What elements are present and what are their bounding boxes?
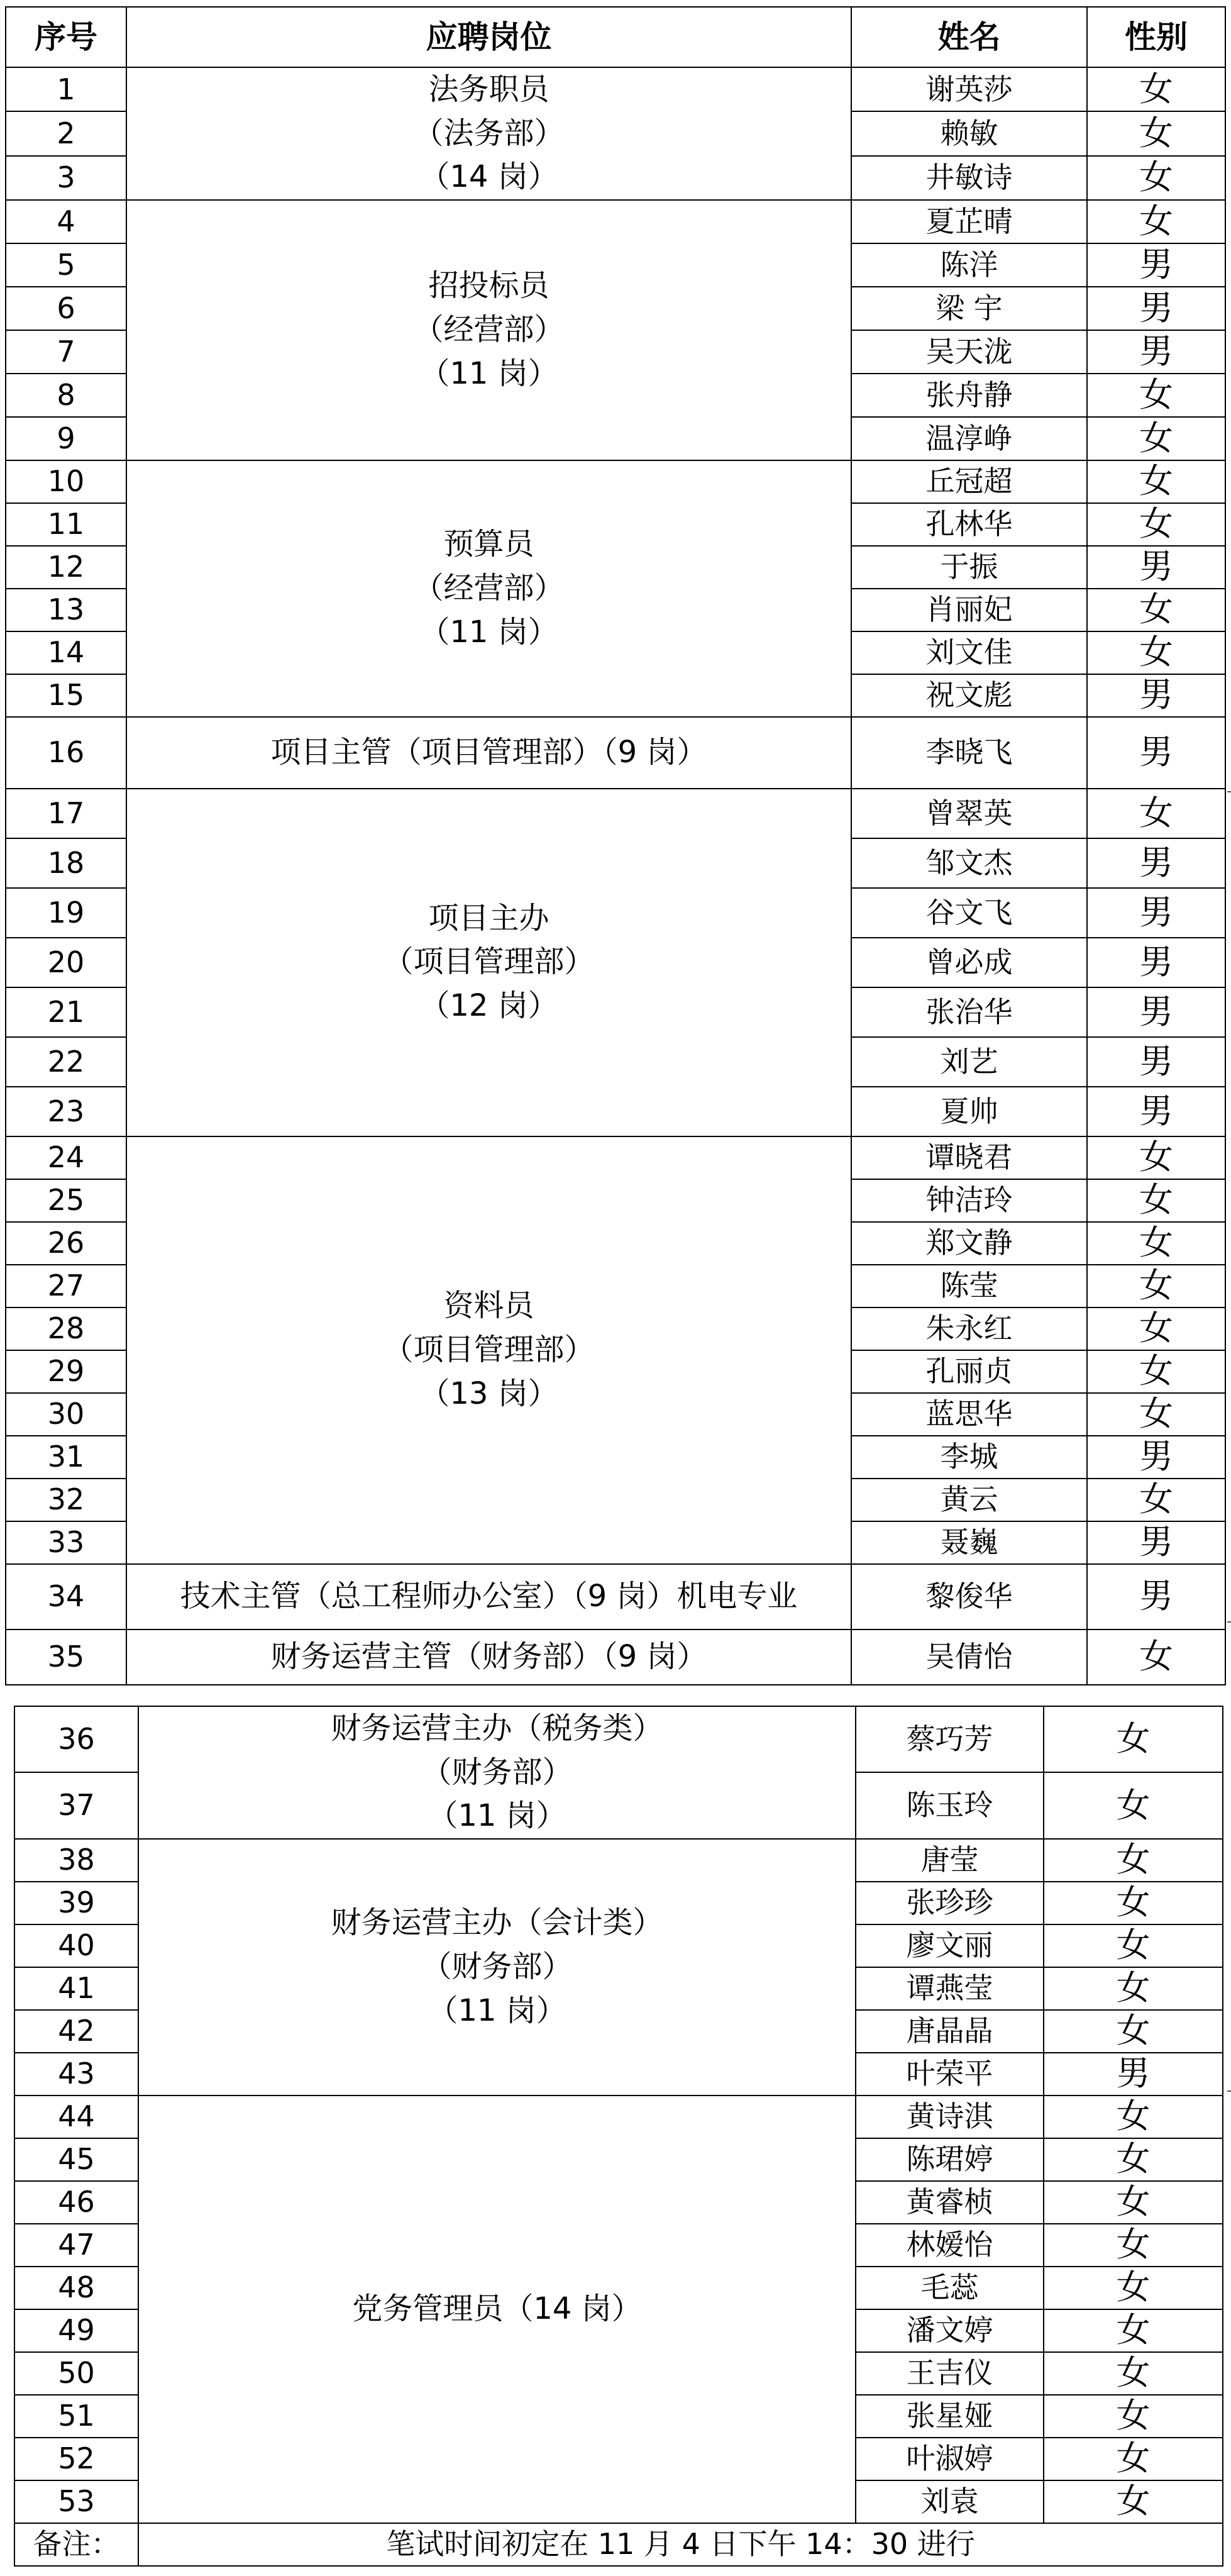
- candidate-gender: 女: [1087, 503, 1225, 546]
- row-number: 1: [6, 67, 126, 111]
- candidate-gender: 男: [1087, 938, 1225, 987]
- candidate-name: 林嫒怡: [856, 2224, 1044, 2267]
- candidate-name: 井敏诗: [851, 156, 1087, 200]
- candidate-gender: 女: [1044, 2181, 1223, 2224]
- header-number: 序号: [6, 7, 126, 67]
- candidate-gender: 男: [1087, 717, 1225, 789]
- row-number: 11: [6, 503, 126, 546]
- row-number: 37: [14, 1772, 138, 1838]
- candidate-name: 夏帅: [851, 1087, 1087, 1136]
- candidate-name: 谭晓君: [851, 1136, 1087, 1179]
- candidate-gender: 男: [1087, 1521, 1225, 1564]
- candidate-gender: 男: [1087, 987, 1225, 1037]
- position-cell: [126, 1564, 851, 1629]
- candidate-gender: 女: [1087, 1629, 1225, 1685]
- position-line: （法务部）: [413, 115, 565, 151]
- candidate-gender: 男: [1087, 888, 1225, 938]
- position-cell: [126, 717, 851, 789]
- row-number: 2: [6, 111, 126, 155]
- candidate-gender: 男: [1087, 1037, 1225, 1087]
- candidate-name: 王吉仪: [856, 2352, 1044, 2395]
- candidate-gender: 女: [1087, 156, 1225, 200]
- row-number: 15: [6, 674, 126, 717]
- candidate-name: 陈珺婷: [856, 2138, 1044, 2181]
- candidate-gender: 女: [1044, 1839, 1223, 1882]
- candidate-gender: 男: [1087, 243, 1225, 287]
- row-number: 38: [14, 1839, 138, 1882]
- table-body: [14, 1706, 1223, 2523]
- candidate-gender: 女: [1087, 789, 1225, 838]
- row-number: 25: [6, 1179, 126, 1222]
- row-number: 26: [6, 1222, 126, 1265]
- candidate-name: 陈洋: [851, 243, 1087, 287]
- position-line: （项目管理部）: [383, 944, 595, 980]
- candidate-name: 曾必成: [851, 938, 1087, 987]
- candidate-name: 刘艺: [851, 1037, 1087, 1087]
- candidate-name: 谭燕莹: [856, 1967, 1044, 2010]
- candidate-name: 刘袁: [856, 2480, 1044, 2523]
- candidate-name: 张舟静: [851, 374, 1087, 417]
- candidate-name: 叶淑婷: [856, 2438, 1044, 2480]
- candidate-gender: 女: [1087, 1307, 1225, 1350]
- candidate-name: 唐晶晶: [856, 2010, 1044, 2053]
- position-line: （11 岗）: [428, 1798, 566, 1834]
- position-line: 项目主管（项目管理部）（9 岗）: [270, 734, 707, 770]
- candidate-name: 朱永红: [851, 1307, 1087, 1350]
- position-line: （11 岗）: [428, 1992, 566, 2028]
- candidate-gender: 男: [1044, 2053, 1223, 2096]
- candidate-gender: 男: [1087, 546, 1225, 589]
- row-number: 44: [14, 2096, 138, 2138]
- candidate-name: 吴倩怡: [851, 1629, 1087, 1685]
- position-line: 党务管理员（14 岗）: [352, 2290, 642, 2326]
- candidate-name: 聂巍: [851, 1521, 1087, 1564]
- candidate-name: 肖丽妃: [851, 589, 1087, 631]
- row-number: 32: [6, 1479, 126, 1521]
- candidate-gender: 女: [1044, 2395, 1223, 2438]
- position-cell: [126, 460, 851, 717]
- position-line: （财务部）: [421, 1948, 573, 1984]
- header-gender: 性别: [1087, 7, 1225, 67]
- table-row: [6, 67, 1225, 111]
- remarks-row: [14, 2523, 1223, 2566]
- position-line: 财务运营主管（财务部）（9 岗）: [270, 1638, 707, 1674]
- position-cell: [126, 1629, 851, 1685]
- row-number: 49: [14, 2309, 138, 2352]
- candidate-gender: 女: [1044, 2438, 1223, 2480]
- candidate-name: 李城: [851, 1436, 1087, 1479]
- page-edge-mark: [1227, 791, 1231, 800]
- candidate-name: 梁 宇: [851, 287, 1087, 330]
- candidate-name: 赖敏: [851, 111, 1087, 155]
- candidate-gender: 女: [1044, 1967, 1223, 2010]
- candidate-gender: 男: [1087, 287, 1225, 330]
- position-line: 财务运营主办（会计类）: [331, 1905, 663, 1941]
- remarks-text: 笔试时间初定在 11 月 4 日下午 14：30 进行: [138, 2523, 1223, 2566]
- row-number: 48: [14, 2267, 138, 2309]
- table-row: [6, 1136, 1225, 1179]
- row-number: 33: [6, 1521, 126, 1564]
- table-row: [6, 1564, 1225, 1629]
- candidate-name: 温淳峥: [851, 417, 1087, 460]
- candidate-gender: 男: [1087, 1436, 1225, 1479]
- candidate-gender: 男: [1087, 1564, 1225, 1629]
- candidate-gender: 女: [1044, 2010, 1223, 2053]
- row-number: 45: [14, 2138, 138, 2181]
- candidate-name: 廖文丽: [856, 1924, 1044, 1967]
- candidate-gender: 女: [1044, 2309, 1223, 2352]
- candidate-gender: 女: [1087, 67, 1225, 111]
- candidate-gender: 女: [1087, 589, 1225, 631]
- table-body: [6, 67, 1225, 1685]
- candidate-name: 吴天泷: [851, 330, 1087, 374]
- row-number: 28: [6, 1307, 126, 1350]
- row-number: 18: [6, 838, 126, 888]
- candidate-name: 毛蕊: [856, 2267, 1044, 2309]
- candidate-gender: 女: [1087, 1479, 1225, 1521]
- table-row: [6, 717, 1225, 789]
- candidate-name: 谢英莎: [851, 67, 1087, 111]
- position-line: 预算员: [443, 526, 534, 562]
- position-line: （项目管理部）: [383, 1331, 595, 1367]
- candidate-name: 张星娅: [856, 2395, 1044, 2438]
- candidate-gender: 男: [1087, 1087, 1225, 1136]
- candidate-name: 蔡巧芳: [856, 1706, 1044, 1772]
- candidate-gender: 女: [1044, 2096, 1223, 2138]
- candidate-name: 于振: [851, 546, 1087, 589]
- row-number: 31: [6, 1436, 126, 1479]
- candidate-name: 刘文佳: [851, 631, 1087, 674]
- candidate-gender: 女: [1087, 631, 1225, 674]
- remarks-label: 备注：: [14, 2523, 138, 2566]
- row-number: 4: [6, 200, 126, 243]
- position-line: （经营部）: [413, 311, 565, 347]
- candidate-gender: 男: [1087, 330, 1225, 374]
- position-cell: [138, 2096, 856, 2523]
- candidate-gender: 女: [1087, 1393, 1225, 1436]
- candidate-name: 叶荣平: [856, 2053, 1044, 2096]
- candidate-name: 夏芷晴: [851, 200, 1087, 243]
- row-number: 47: [14, 2224, 138, 2267]
- candidate-name: 谷文飞: [851, 888, 1087, 938]
- position-cell: [126, 67, 851, 200]
- recruitment-table-part1: [5, 6, 1226, 1685]
- row-number: 19: [6, 888, 126, 938]
- candidate-name: 孔丽贞: [851, 1350, 1087, 1393]
- row-number: 24: [6, 1136, 126, 1179]
- row-number: 39: [14, 1882, 138, 1924]
- candidate-name: 潘文婷: [856, 2309, 1044, 2352]
- candidate-name: 张治华: [851, 987, 1087, 1037]
- row-number: 9: [6, 417, 126, 460]
- candidate-name: 黎俊华: [851, 1564, 1087, 1629]
- row-number: 12: [6, 546, 126, 589]
- row-number: 41: [14, 1967, 138, 2010]
- row-number: 17: [6, 789, 126, 838]
- candidate-name: 陈莹: [851, 1265, 1087, 1307]
- candidate-name: 钟洁玲: [851, 1179, 1087, 1222]
- candidate-gender: 女: [1044, 1882, 1223, 1924]
- position-line: （财务部）: [421, 1754, 573, 1790]
- table-row: [14, 2096, 1223, 2138]
- row-number: 27: [6, 1265, 126, 1307]
- row-number: 6: [6, 287, 126, 330]
- candidate-name: 李晓飞: [851, 717, 1087, 789]
- row-number: 10: [6, 460, 126, 503]
- row-number: 13: [6, 589, 126, 631]
- candidate-name: 蓝思华: [851, 1393, 1087, 1436]
- row-number: 14: [6, 631, 126, 674]
- candidate-name: 陈玉玲: [856, 1772, 1044, 1838]
- row-number: 22: [6, 1037, 126, 1087]
- row-number: 5: [6, 243, 126, 287]
- candidate-gender: 女: [1044, 1706, 1223, 1772]
- row-number: 3: [6, 156, 126, 200]
- position-line: 招投标员: [428, 268, 549, 304]
- position-cell: [138, 1839, 856, 2096]
- page-edge-mark: [1227, 1621, 1231, 1630]
- candidate-gender: 女: [1044, 2138, 1223, 2181]
- position-line: 资料员: [443, 1288, 534, 1324]
- candidate-gender: 女: [1087, 1136, 1225, 1179]
- candidate-gender: 男: [1087, 674, 1225, 717]
- page-edge-mark: [1227, 2090, 1231, 2099]
- table-row: [14, 1839, 1223, 1882]
- candidate-name: 张珍珍: [856, 1882, 1044, 1924]
- candidate-name: 邹文杰: [851, 838, 1087, 888]
- position-cell: [138, 1706, 856, 1839]
- candidate-gender: 女: [1044, 2480, 1223, 2523]
- position-line: （经营部）: [413, 570, 565, 606]
- candidate-gender: 女: [1087, 200, 1225, 243]
- position-line: （11 岗）: [419, 614, 558, 650]
- row-number: 43: [14, 2053, 138, 2096]
- candidate-name: 黄诗淇: [856, 2096, 1044, 2138]
- row-number: 16: [6, 717, 126, 789]
- candidate-gender: 女: [1087, 374, 1225, 417]
- row-number: 42: [14, 2010, 138, 2053]
- candidate-gender: 女: [1044, 2224, 1223, 2267]
- position-line: 项目主办: [428, 900, 549, 936]
- candidate-name: 曾翠英: [851, 789, 1087, 838]
- candidate-gender: 女: [1087, 1265, 1225, 1307]
- table-row: [6, 200, 1225, 243]
- row-number: 30: [6, 1393, 126, 1436]
- candidate-gender: 女: [1044, 2267, 1223, 2309]
- position-cell: [126, 789, 851, 1136]
- row-number: 40: [14, 1924, 138, 1967]
- position-line: （12 岗）: [419, 988, 558, 1024]
- row-number: 52: [14, 2438, 138, 2480]
- row-number: 51: [14, 2395, 138, 2438]
- row-number: 50: [14, 2352, 138, 2395]
- candidate-gender: 女: [1044, 1924, 1223, 1967]
- position-cell: [126, 200, 851, 460]
- position-line: 法务职员: [428, 72, 549, 107]
- candidate-gender: 男: [1087, 838, 1225, 888]
- candidate-gender: 女: [1087, 111, 1225, 155]
- row-number: 46: [14, 2181, 138, 2224]
- row-number: 7: [6, 330, 126, 374]
- candidate-gender: 女: [1044, 2352, 1223, 2395]
- row-number: 20: [6, 938, 126, 987]
- header-name: 姓名: [851, 7, 1087, 67]
- table-row: [6, 1629, 1225, 1685]
- position-line: （14 岗）: [419, 159, 558, 195]
- candidate-name: 丘冠超: [851, 460, 1087, 503]
- candidate-gender: 女: [1087, 460, 1225, 503]
- row-number: 8: [6, 374, 126, 417]
- candidate-name: 黄睿桢: [856, 2181, 1044, 2224]
- candidate-gender: 女: [1087, 1350, 1225, 1393]
- table-header-row: [6, 7, 1225, 67]
- row-number: 34: [6, 1564, 126, 1629]
- table-row: [6, 789, 1225, 838]
- candidate-gender: 女: [1087, 417, 1225, 460]
- candidate-gender: 女: [1087, 1179, 1225, 1222]
- table-row: [6, 460, 1225, 503]
- row-number: 29: [6, 1350, 126, 1393]
- recruitment-table-part2: [14, 1706, 1223, 2567]
- position-line: 技术主管（总工程师办公室）（9 岗）机电专业: [180, 1578, 798, 1614]
- table-row: [14, 1706, 1223, 1772]
- row-number: 23: [6, 1087, 126, 1136]
- row-number: 21: [6, 987, 126, 1037]
- candidate-name: 郑文静: [851, 1222, 1087, 1265]
- row-number: 35: [6, 1629, 126, 1685]
- candidate-gender: 女: [1044, 1772, 1223, 1838]
- header-position: 应聘岗位: [126, 7, 851, 67]
- candidate-name: 祝文彪: [851, 674, 1087, 717]
- candidate-name: 孔林华: [851, 503, 1087, 546]
- candidate-gender: 女: [1087, 1222, 1225, 1265]
- position-line: 财务运营主办（税务类）: [331, 1711, 663, 1746]
- row-number: 36: [14, 1706, 138, 1772]
- candidate-name: 唐莹: [856, 1839, 1044, 1882]
- position-line: （13 岗）: [419, 1375, 558, 1411]
- position-cell: [126, 1136, 851, 1564]
- position-line: （11 岗）: [419, 355, 558, 391]
- row-number: 53: [14, 2480, 138, 2523]
- candidate-name: 黄云: [851, 1479, 1087, 1521]
